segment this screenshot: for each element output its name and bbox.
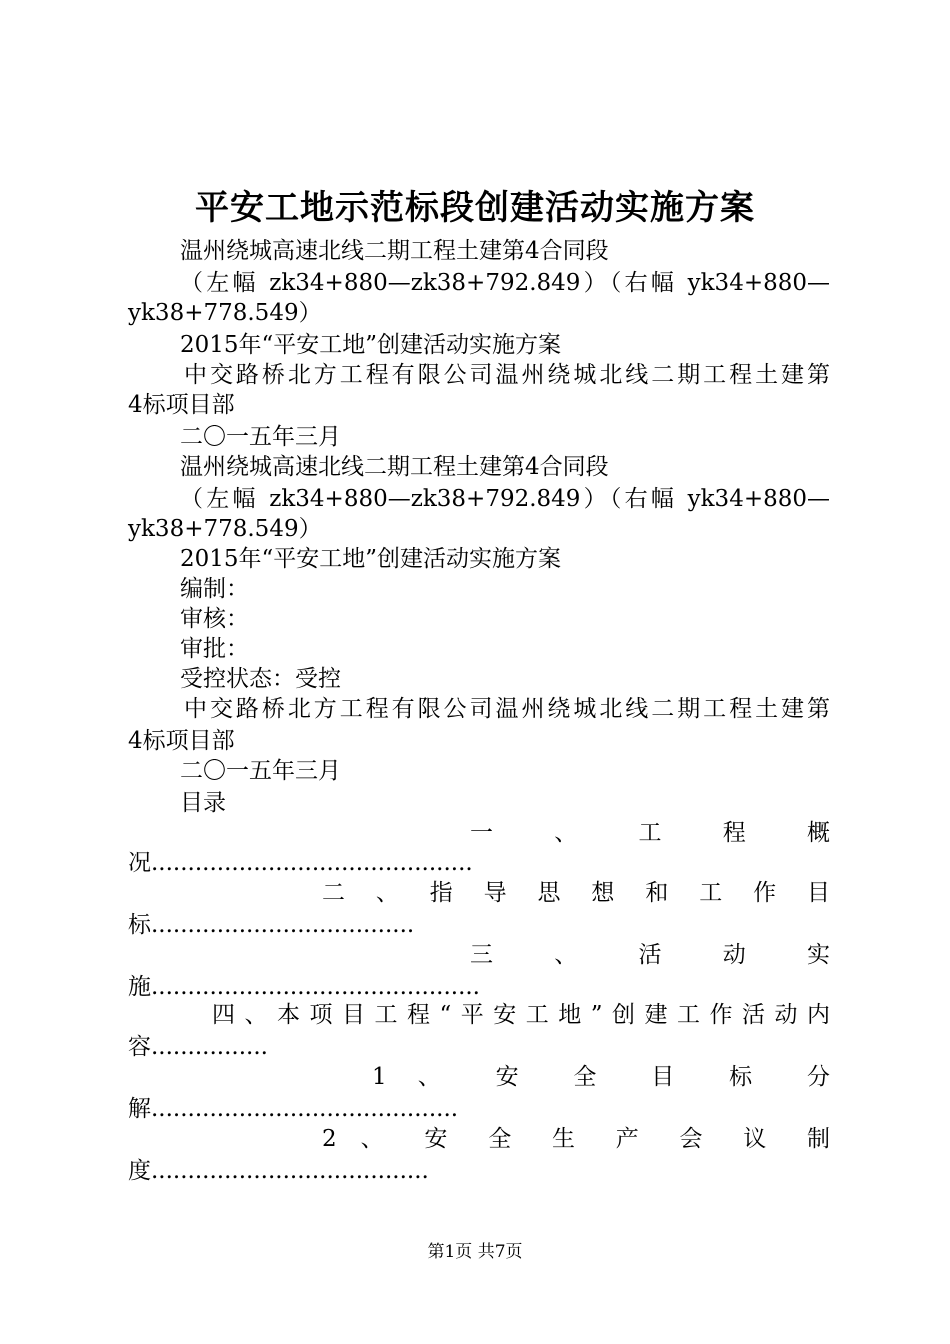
company-line-cont: 4标项目部 [128,392,235,418]
project-name-line: 温州绕城高速北线二期工程土建第4合同段 [180,454,609,480]
document-title: 平安工地示范标段创建活动实施方案 [195,188,755,228]
company-line-cont: 4标项目部 [128,728,235,754]
toc-entry-tail: 标.................................... [128,912,415,938]
reviewed-by-label: 审核： [180,606,249,632]
control-status-line: 受控状态：受控 [180,666,341,692]
toc-entry-head: 一 、 工 程 概 [470,820,830,846]
toc-heading: 目录 [180,790,226,816]
company-line: 中交路桥北方工程有限公司温州绕城北线二期工程土建第 [184,696,830,722]
plan-title-line: 2015年“平安工地”创建活动实施方案 [180,332,562,358]
prepared-by-label: 编制： [180,576,249,602]
toc-entry-head: 1 、 安 全 目 标 分 [372,1064,830,1090]
toc-entry-head: 2 、 安 全 生 产 会 议 制 [322,1126,830,1152]
toc-entry-tail: 容................ [128,1034,268,1060]
chainage-line-cont: yk38+778.549） [128,300,322,326]
toc-entry-tail: 解.......................................... [128,1096,459,1122]
toc-entry-tail: 度...................................... [128,1158,429,1184]
date-line: 二〇一五年三月 [180,758,341,784]
toc-entry-tail: 况............................................ [128,850,473,876]
toc-entry-tail: 施............................................. [128,974,480,1000]
approved-by-label: 审批： [180,636,249,662]
chainage-line-cont: yk38+778.549） [128,516,322,542]
chainage-line: （左幅 zk34+880—zk38+792.849）（右幅 yk34+880— [180,486,830,512]
toc-entry-head: 二 、 指 导 思 想 和 工 作 目 [322,880,830,906]
plan-title-line: 2015年“平安工地”创建活动实施方案 [180,546,562,572]
chainage-line: （左幅 zk34+880—zk38+792.849）（右幅 yk34+880— [180,270,830,296]
company-line: 中交路桥北方工程有限公司温州绕城北线二期工程土建第 [184,362,830,388]
toc-entry-head: 三 、 活 动 实 [470,942,830,968]
project-name-line: 温州绕城高速北线二期工程土建第4合同段 [180,238,609,264]
date-line: 二〇一五年三月 [180,424,341,450]
toc-entry-head: 四、本项目工程“平安工地”创建工作活动内 [212,1002,830,1028]
page-number-footer: 第1页 共7页 [427,1242,523,1262]
